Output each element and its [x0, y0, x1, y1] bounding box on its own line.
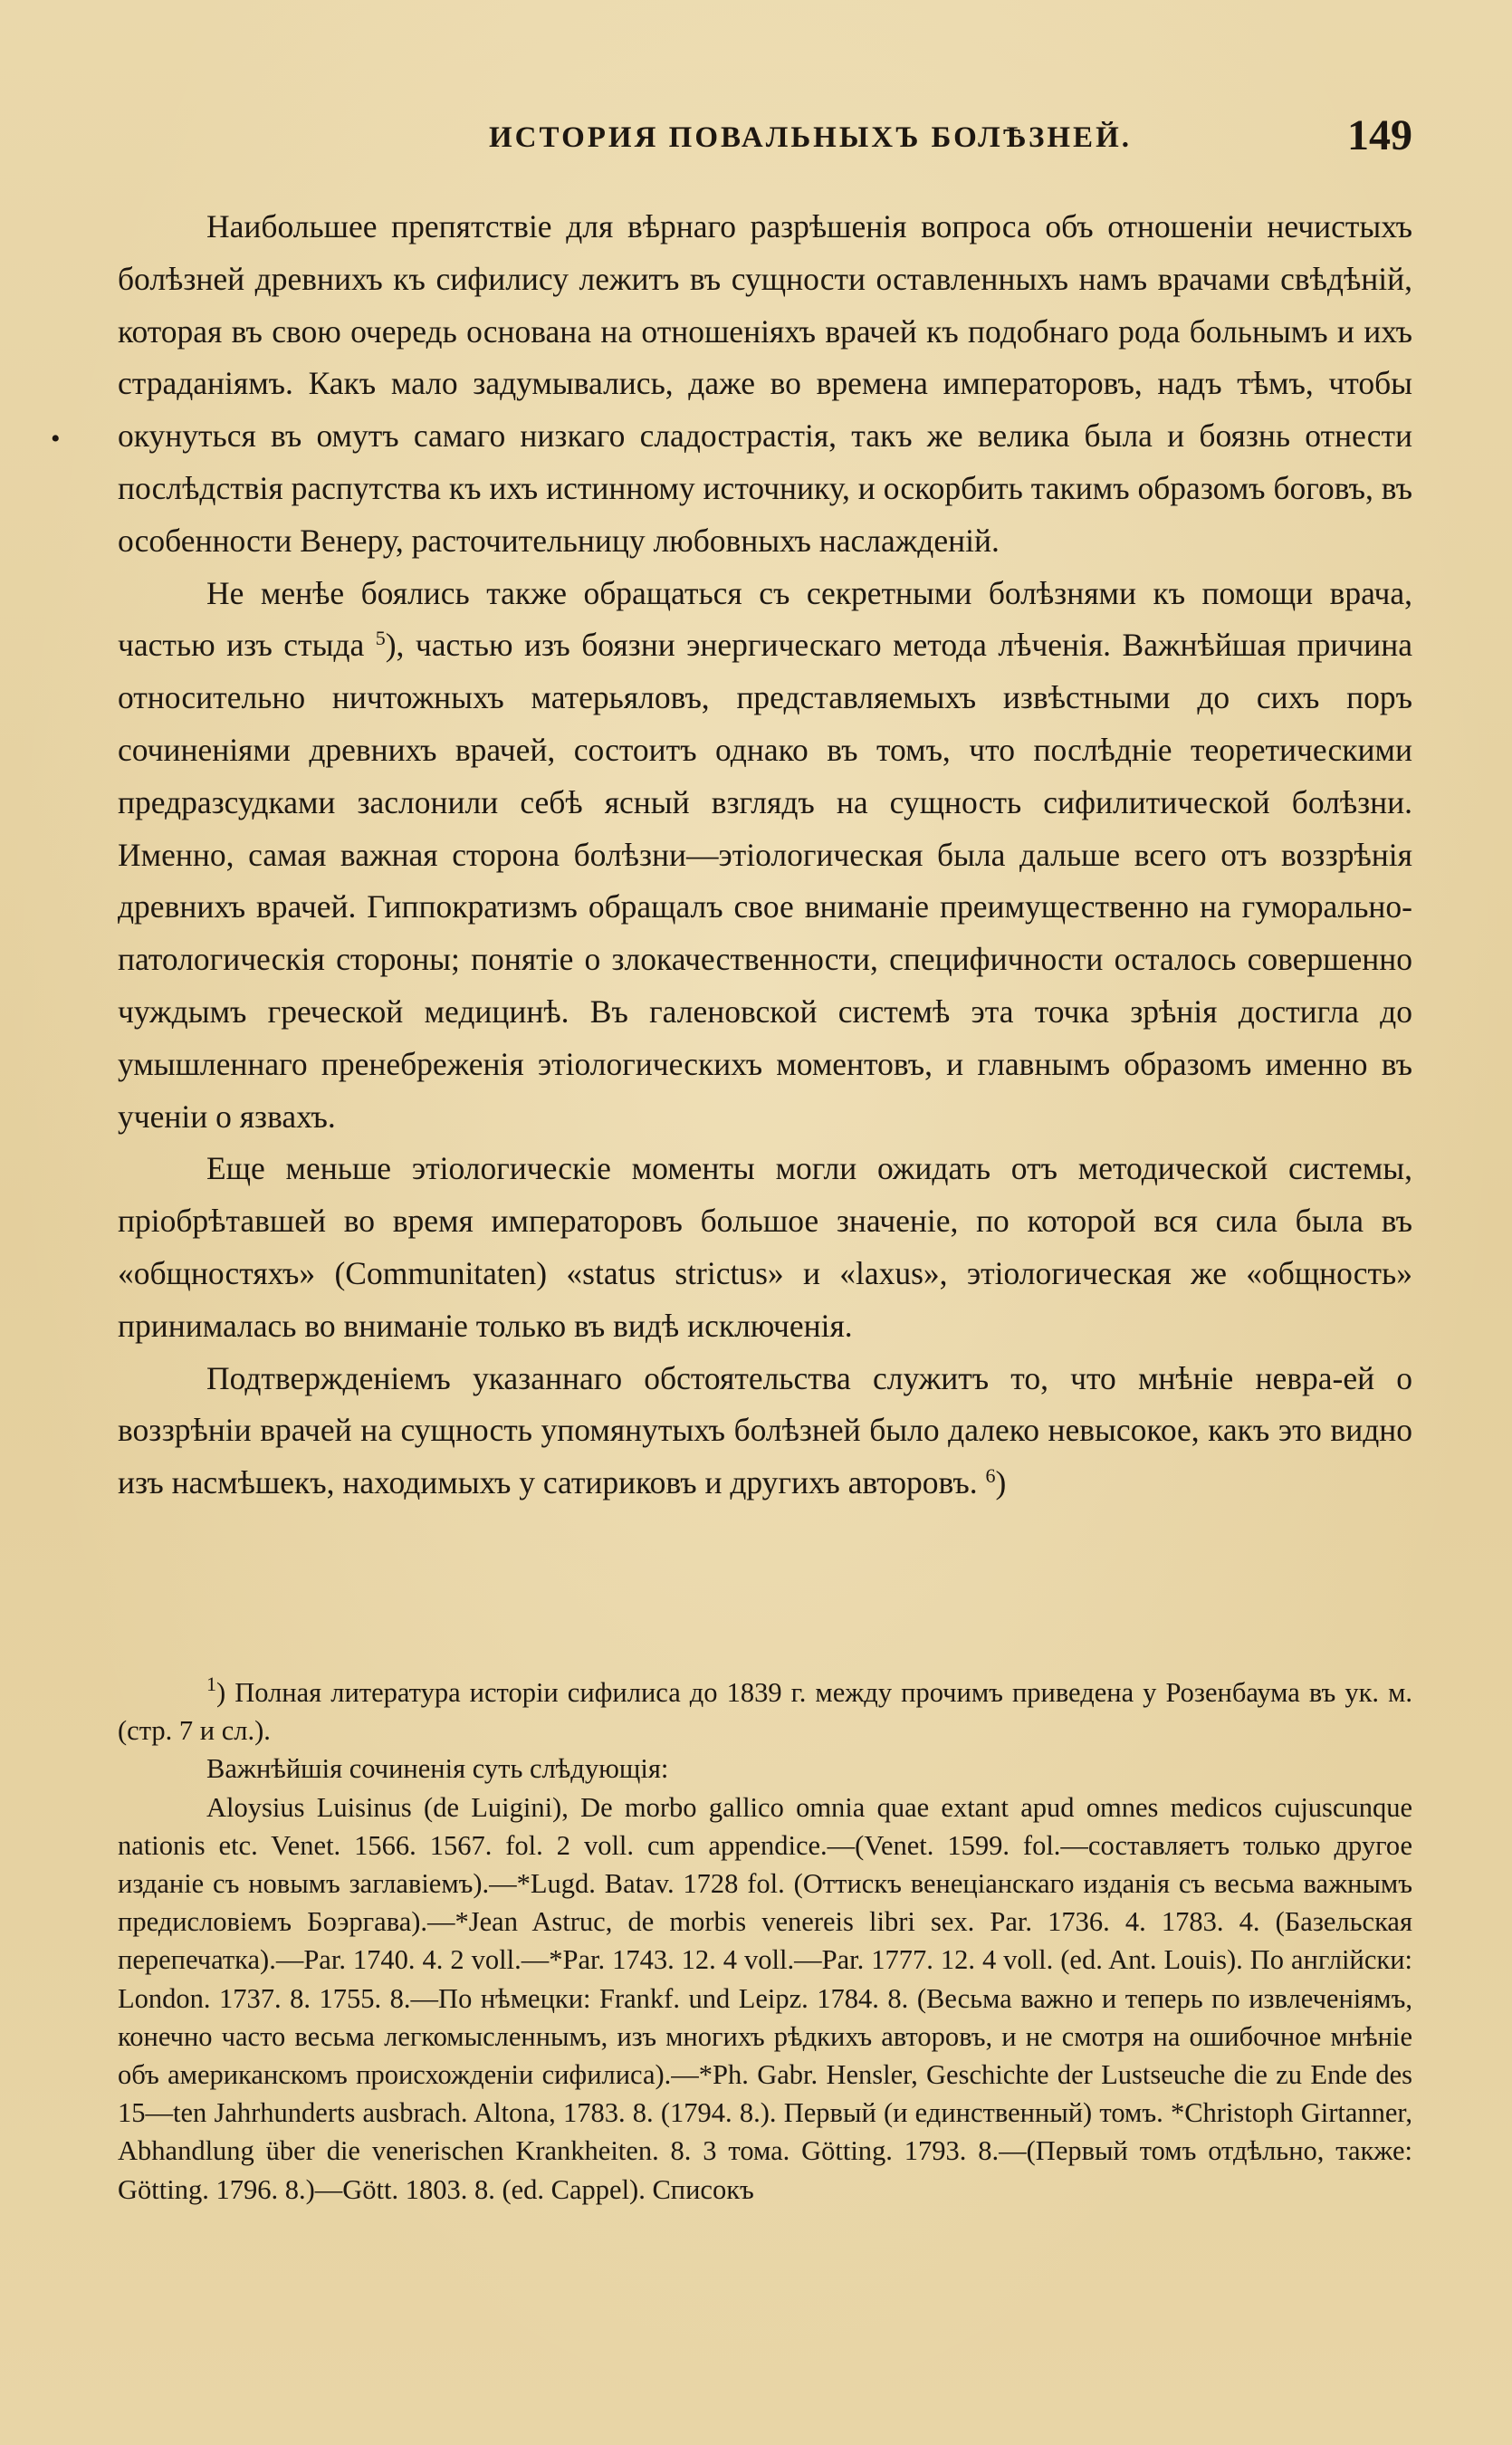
paragraph-1: Наибольшее препятствіе для вѣрнаго разрѣшенія вопроса объ отношеніи нечистыхъ болѣзней древнихъ къ сифилису лежитъ въ сущности оставленныхъ намъ врачами свѣдѣній, которая въ свою очередь основана на отношеніяхъ врачей къ подобнаго рода больнымъ и ихъ страданіямъ. Какъ мало задумывались, даже во времена императоровъ, надъ тѣмъ, чтобы окунуться въ омутъ самаго низкаго сладострастія, такъ же велика была и боязнь отнести послѣдствія распутства къ ихъ истинному источнику, и оскорбить такимъ образомъ боговъ, въ особенности Венеру, расточительницу любовныхъ наслажденій.	[118, 208, 1412, 559]
footnote-ref-5: 5	[375, 627, 386, 650]
footnote-ref-6: 6	[985, 1464, 996, 1488]
paragraph-4	[118, 1353, 1412, 1510]
footnotes	[118, 1673, 1412, 2209]
footnote-important-works: Важнѣйшія сочиненія суть слѣдующія:	[206, 1753, 669, 1785]
footnote-mark-1: 1	[206, 1673, 216, 1695]
running-head: ИСТОРИЯ ПОВАЛЬНЫХЪ БОЛѢЗНЕЙ.	[489, 121, 1132, 154]
page-header	[118, 110, 1412, 165]
footnote-1-text: ) Полная литература исторіи сифилиса до 1839 г. между прочимъ приведена у Розенбаума въ ук. м. (стр. 7 и сл.).	[118, 1677, 1412, 1747]
paragraph-4-text: Подтвержденіемъ указаннаго обстоятельства служитъ то, что мнѣніе невра-ей о воззрѣніи врачей на сущность упомянутыхъ болѣзней было далеко невысокое, какъ это видно изъ насмѣшекъ, находимыхъ у сатириковъ и другихъ авторовъ.	[118, 1359, 1412, 1501]
paragraph-2-rest: ), частью изъ боязни энергическаго метода лѣченія. Важнѣйшая причина относительно ничтожныхъ матерьяловъ, представляемыхъ извѣстными до сихъ поръ сочиненіями древнихъ врачей, состоитъ однако въ томъ, что послѣдніе теоретическими предразсудками заслонили себѣ ясный взглядъ на сущность сифилитической болѣзни. Именно, самая важная сторона болѣзни—этіологическая была дальше всего отъ воззрѣнія древнихъ врачей. Гиппократизмъ обращалъ свое вниманіе преимущественно на гуморально-патологическія стороны; понятіе о злокачественности, специфичности осталось совершенно чуждымъ греческой медицинѣ. Въ галеновской системѣ эта точка зрѣнія достигла до умышленнаго пренебреженія этіологическихъ моментовъ, и главнымъ образомъ именно въ ученіи о язвахъ.	[118, 627, 1412, 1135]
footnote-bibliography: Aloysius Luisinus (de Luigini), De morbo gallico omnia quae extant apud omnes medicos cujuscunque nationis etc. Venet. 1566. 1567. fol. 2 voll. cum appendice.—(Venet. 1599. fol.—составляетъ только другое изданіе съ новымъ заглавіемъ).—*Lugd. Batav. 1728 fol. (Оттискъ венеціанскаго изданія съ весьма важнымъ предисловіемъ Боэргава).—*Jean Astruc, de morbis venereis libri sex. Par. 1736. 4. 1783. 4. (Базельская перепечатка).—Par. 1740. 4. 2 voll.—*Par. 1743. 12. 4 voll.—Par. 1777. 12. 4 voll. (ed. Ant. Louis). По англійски: London. 1737. 8. 1755. 8.—По нѣмецки: Frankf. und Leipz. 1784. 8. (Весьма важно и теперь по извлеченіямъ, конечно часто весьма легкомысленнымъ, изъ многихъ рѣдкихъ авторовъ, и не смотря на ошибочное мнѣніе объ американскомъ происхожденіи сифилиса).—*Ph. Gabr. Hensler, Geschichte der Lustseuche die zu Ende des 15—ten Jahrhunderts ausbrach. Altona, 1783. 8. (1794. 8.). Первый (и единственный) томъ. *Christoph Girtanner, Abhandlung über die venerischen Krankheiten. 8. 3 тома. Götting. 1793. 8.—(Первый томъ отдѣльно, также: Götting. 1796. 8.)—Gött. 1803. 8. (ed. Cappel). Списокъ	[118, 1791, 1412, 2205]
paragraph-2	[118, 568, 1412, 1144]
margin-mark: •	[51, 424, 61, 454]
paragraph-3: Еще меньше этіологическіе моменты могли ожидать отъ методической системы, пріобрѣтавшей во время императоровъ большое значеніе, по которой вся сила была въ «общностяхъ» (Communitaten) «status strictus» и «laxus», этіологическая же «общность» принималась во вниманіе только въ видѣ исключенія.	[118, 1150, 1412, 1344]
paragraph-2-start: Не менѣе боялись также обращаться съ секретными болѣзнями къ помощи врача, частью изъ стыда	[118, 574, 1412, 664]
footnote-ref-6-close: )	[995, 1464, 1007, 1501]
footnote-1	[118, 1673, 1412, 1750]
page-number: 149	[1347, 111, 1412, 159]
main-text	[118, 201, 1412, 1510]
